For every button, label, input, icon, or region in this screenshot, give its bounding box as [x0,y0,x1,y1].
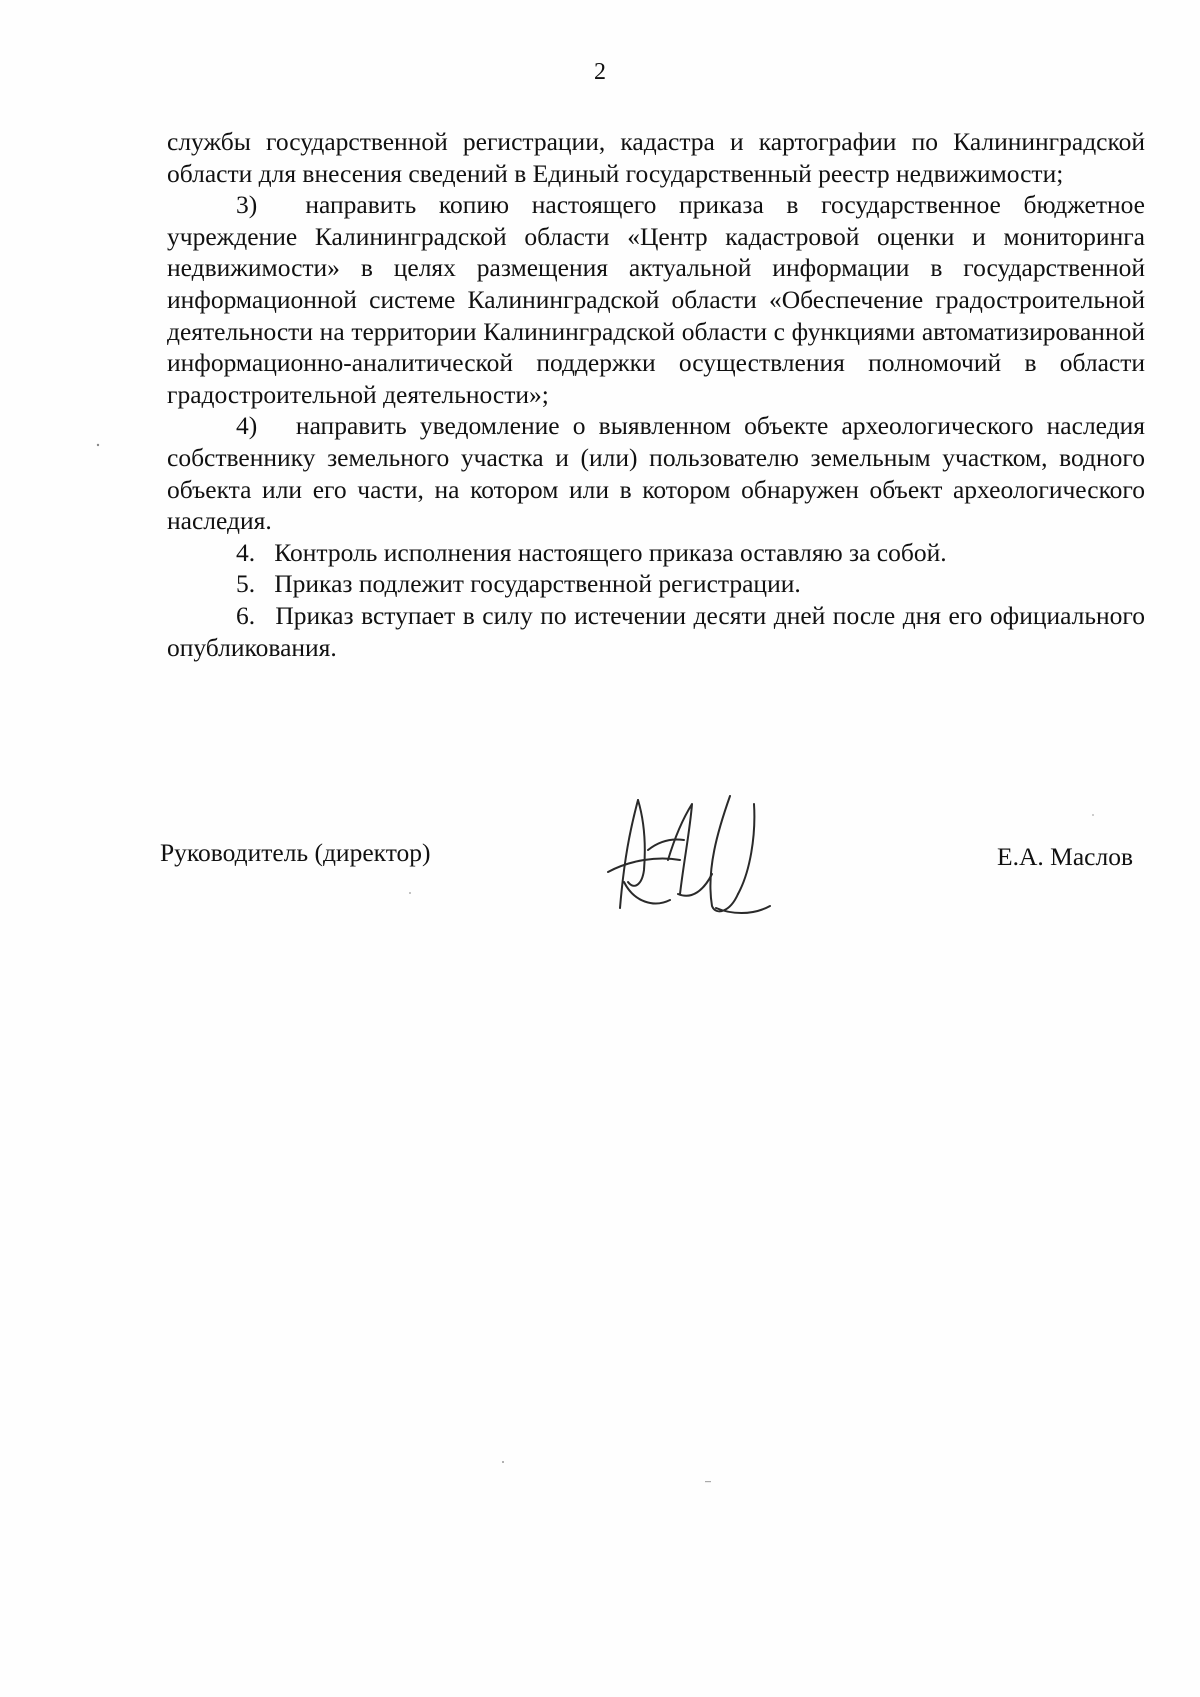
paragraph-item-4: 4) направить уведомление о выявленном объекте археологического наследия собственнику земельного участка и (или) пользователю земельным участком, водного объекта или его части, на котором или в котором обнаружен объект археологического наследия. [167,411,1145,536]
paragraph-continuation: службы государственной регистрации, кадастра и картографии по Калининградской области для внесения сведений в Единый государственный реестр недвижимости; [167,127,1145,188]
signatory-name: Е.А. Маслов [997,842,1133,871]
page-number: 2 [594,59,606,85]
paragraph-clause-4: 4. Контроль исполнения настоящего приказа оставляю за собой. [236,537,947,567]
handwritten-signature [600,790,780,920]
paragraph-item-3: 3) направить копию настоящего приказа в государственное бюджетное учреждение Калининградской области «Центр кадастровой оценки и мониторинга недвижимости» в целях размещения актуальной информации в государственной информационной системе Калининградской области «Обеспечение градостроительной деятельности на территории Калининградской области с функциями автоматизированной информационно-аналитической поддержки осуществления полномочий в области градостроительной деятельности»; [167,190,1145,409]
document-body [167,126,1145,663]
paragraph-clause-6: 6. Приказ вступает в силу по истечении десяти дней после дня его официального опубликования. [167,600,1145,662]
signatory-role: Руководитель (директор) [160,838,431,867]
paragraph-clause-5: 5. Приказ подлежит государственной регистрации. [236,569,801,599]
